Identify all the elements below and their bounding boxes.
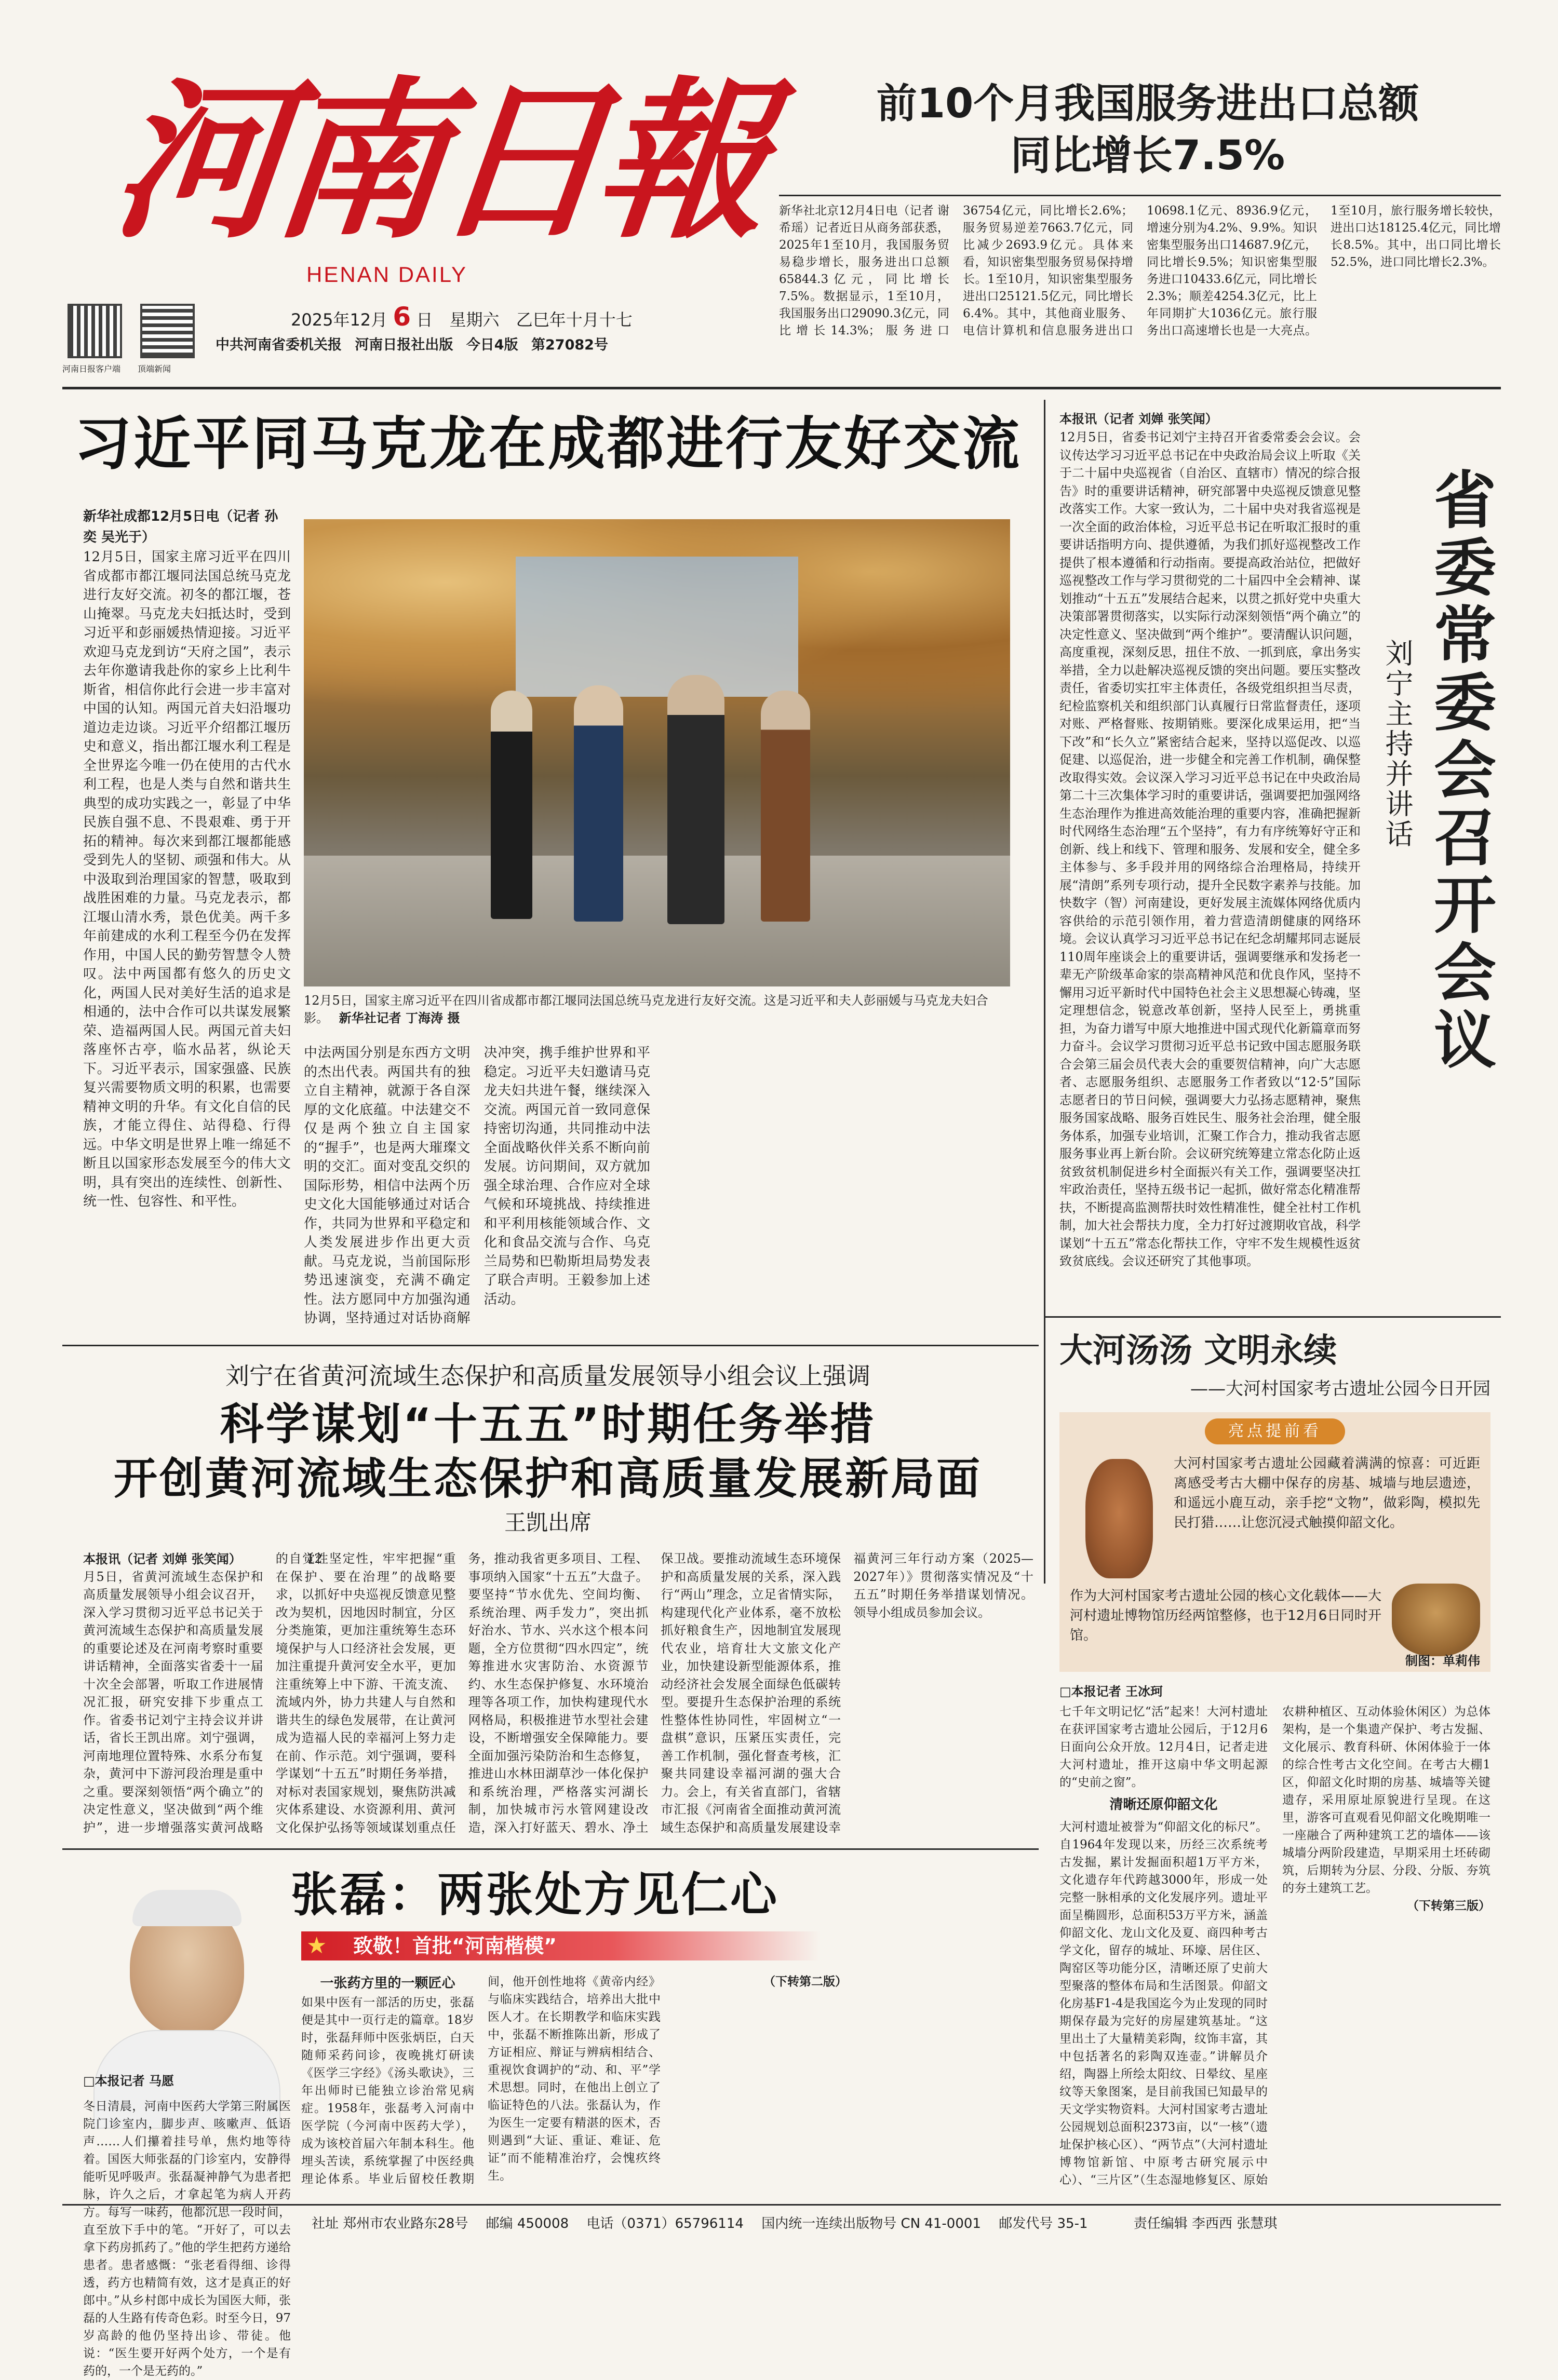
zhang-headline: 张磊：两张处方见仁心: [291, 1868, 779, 1922]
culture-text-1: 七千年文明记忆“活”起来！大河村遗址在获评国家考古遗址公园后，于12月6日面向公众开放。12月4日，记者走进大河村遗址，推开这扇中华文明起源的“史前之窗”。: [1059, 1705, 1268, 1789]
figure-person-1: [491, 691, 532, 919]
culture-subhead: 清晰还原仰韶文化: [1109, 1797, 1218, 1813]
yellow-river-kicker: 刘宁在省黄河流域生态保护和高质量发展领导小组会议上强调: [225, 1362, 870, 1390]
publisher-line: [216, 335, 787, 356]
weekday: 星期六: [449, 310, 500, 330]
masthead-bottom-rule: [62, 387, 1501, 389]
qr-code-app[interactable]: [68, 304, 122, 358]
publisher-2: 河南日报社出版: [355, 337, 453, 353]
figure-person-4: [761, 691, 810, 922]
culture-highlight-box: [1059, 1412, 1490, 1672]
lead-text-left: 12月5日，国家主席习近平在四川省成都市都江堰同法国总统马克龙进行友好交流。初冬的都江堰，苍山掩翠。马克龙夫妇抵达时，受到习近平和彭丽媛热情迎接。习近平欢迎马克龙到访“天府之国”，表示去年你邀请我赴你的家乡上比利牛斯省，相信你此行会进一步丰富对中国的认知。两国元首夫妇沿堰功道边走边谈。习近平介绍都江堰历史和意义，指出都江堰水利工程是全世界迄今唯一仍在使用的古代水利工程，也是人类与自然和谐共生典型的成功实践之一，彰显了中华民族自强不息、不畏艰难、勇于开拓的精神。每次来到都江堰都能感受到先人的坚韧、顽强和伟大。从中汲取到治理国家的智慧，吸取到战胜困难的力量。马克龙表示，都江堰山清水秀，景色优美。两千多年前建成的水利工程至今仍在发挥作用，中国人民的勤劳智慧令人赞叹。法中两国都有悠久的历史文化，两国人民对美好生活的追求是相通的，法中合作可以共谋发展繁荣、造福两国人民。两国元首夫妇落座怀古亭，临水品茗，纵论天下。习近平表示，国家强盛、民族复兴需要物质文明的积累，也需要精神文明的升华。有文化自信的民族，才能立得住、站得稳、行得远。中华文明是世界上唯一绵延不断且以国家形态发展至今的伟大文明，具有突出的连续性、创新性、统一性、包容性、和平性。: [83, 549, 291, 1209]
committee-byline: 本报讯（记者 刘婵 张笑闻）: [1059, 412, 1218, 426]
top-story-headline-1: 前10个月我国服务进出口总额: [876, 80, 1419, 127]
lead-photo-caption: [304, 992, 1010, 1038]
pottery-cup-icon: [1392, 1584, 1480, 1656]
lead-body-bottom: [304, 1044, 1010, 1337]
footer-cn: 国内统一连续出版物号 CN 41-0001: [761, 2216, 981, 2232]
zhang-banner: [301, 1931, 821, 1960]
masthead-subtitle: HENAN DAILY: [306, 262, 467, 287]
footer-phone: 电话（0371）65796114: [586, 2216, 744, 2232]
zhang-portrait: [83, 1879, 291, 2129]
date-day: 6: [393, 302, 411, 332]
top-story-rule: [779, 195, 1501, 196]
culture-subheadline: ——大河村国家考古遗址公园今日开园: [1190, 1378, 1490, 1399]
lead-byline: 新华社成都12月5日电（记者 孙奕 吴光于）: [83, 509, 278, 545]
culture-headline: 大河汤汤 文明永续: [1059, 1332, 1337, 1370]
date-year-month: 2025年12月: [291, 310, 388, 330]
date-day-suffix: 日: [416, 310, 433, 330]
zhang-banner-text: 致敬！首批“河南楷模”: [353, 1935, 557, 1957]
top-story-headline-2: 同比增长7.5%: [1010, 132, 1285, 179]
lead-text-bottom: 中法两国分别是东西方文明的杰出代表。两国共有的独立自主精神，就源于各自深厚的文化底蕴。中法建交不仅是两个独立自主国家的“握手”，也是两大璀璨文明的交汇。面对变乱交织的国际形势，相信中法两个历史文化大国能够通过对话合作，共同为世界和平稳定和人类发展进步作出更大贡献。马克龙说，当前国际形势迅速演变，充满不确定性。法方愿同中方加强沟通协调，坚持通过对话协商解决冲突，携手维护世界和平稳定。习近平夫妇邀请马克龙夫妇共进午餐，继续深入交流。两国元首一致同意保持密切沟通，共同推动中法全面战略伙伴关系不断向前发展。访问期间，双方就加强全球治理、合作应对全球气候和环境挑战、持续推进和平利用核能领域合作、文化和食品交流与合作、乌克兰局势和巴勒斯坦局势发表了联合声明。王毅参加上述活动。: [304, 1045, 650, 1326]
top-story-body: [779, 202, 1501, 350]
yellow-river-headline-1: 科学谋划“十五五”时期任务举措: [220, 1399, 876, 1450]
yellow-river-byline: 本报讯（记者 刘婵 张笑闻）: [83, 1552, 241, 1566]
zhang-continued: （下转第二版）: [763, 1975, 847, 1989]
lead-body-left: [83, 548, 291, 1337]
zhang-text-1-start: 冬日清晨，河南中医药大学第三附属医院门诊室内，脚步声、咳嗽声、低语声……人们攥着挂号单，焦灼地等待着。国医大师张磊的门诊室内，安静得能听见呼吸声。张磊凝神静气为患者把脉，许久之后，才拿起笔为病人开药方。每写一味药，他都沉思一段时间，直至放下手中的笔。“开好了，可以去拿下药房抓药了。”他的学生把药方递给患者。患者感慨：“张老看得细、诊得透，药方也精简有效，这才是真正的好郎中。”从乡村郎中成长为国医大师，张磊的人生路有传奇色彩。时至今日，97岁高龄的他仍坚持出诊、带徒。他说：“医生要开好两个处方，一个是有药的，一个是无药的。”: [83, 2100, 291, 2378]
zhang-subhead: 一张药方里的一颗匠心: [320, 1976, 455, 1991]
star-icon: ★: [306, 1932, 327, 1959]
lead-photo: [304, 519, 1010, 986]
footer-editor: 责任编辑 李西西 张慧琪: [1133, 2216, 1278, 2232]
footer-postcode: 邮编 450008: [486, 2216, 569, 2232]
qr-label-app: 河南日报客户端: [62, 364, 121, 374]
yellow-river-body: [83, 1550, 1033, 1841]
publisher: 中共河南省委机关报: [216, 337, 342, 353]
column-divider: [1044, 400, 1045, 1584]
masthead-title: 河南日報: [103, 60, 769, 262]
zhang-top-rule: [62, 1848, 1039, 1850]
pottery-jar-icon: [1070, 1459, 1168, 1578]
yellow-river-text: 12月5日，省黄河流域生态保护和高质量发展领导小组会议召开，深入学习贯彻习近平总书记关于黄河流域生态保护和高质量发展的重要论述及在河南考察时重要讲话精神，全面落实省委十一届十次全会部署，听取工作进展情况汇报，研究安排下步重点工作。省委书记刘宁主持会议并讲话，省长王凯出席。刘宁强调，河南地理位置特殊、水系分布复杂，黄河中下游河段治理是重中之重。要深刻领悟“两个确立”的决定性意义，坚决做到“两个维护”，进一步增强落实黄河战略的自觉性坚定性，牢牢把握“重在保护、要在治理”的战略要求，以抓好中央巡视反馈意见整改为契机，因地因时制宜，分区分类施策，更加注重统筹生态环境保护与人口经济社会发展，更加注重提升黄河安全水平，更加注重统筹上中下游、干流支流、流域内外，协力共建人与自然和谐共生的绿色发展带，在让黄河成为造福人民的幸福河上努力走在前、作示范。刘宁强调，要科学谋划“十五五”时期任务举措，对标对表国家规划，聚焦防洪减灾体系建设、水资源利用、黄河文化保护弘扬等领域谋划重点任务，推动我省更多项目、工程、事项纳入国家“十五五”大盘子。要坚持“节水优先、空间均衡、系统治理、两手发力”，突出抓好治水、节水、兴水这个根本问题，全方位贯彻“四水四定”，统筹推进水灾害防治、水资源节约、水生态保护修复、水环境治理等各项工作，加快构建现代水网格局，积极推进节水型社会建设，不断增强安全保障能力。要全面加强污染防治和生态修复，推进山水林田湖草沙一体化保护和系统治理，严格落实河湖长制，加快城市污水管网建设改造，深入打好蓝天、碧水、净土保卫战。要推动流域生态环境保护和高质量发展的关系，深入践行“两山”理念，立足省情实际，构建现代化产业体系，毫不放松抓好粮食生产，因地制宜发展现代农业，培育壮大文旅文化产业，加快建设新型能源体系，推动经济社会发展全面绿色低碳转型。要提升生态保护治理的系统性整体性协同性，牢固树立“一盘棋”意识，压紧压实责任，完善工作机制，强化督查考核，汇聚共同建设幸福河湖的强大合力。会上，有关省直部门，省辖市汇报《河南省全面推动黄河流域生态保护和高质量发展建设幸福黄河三年行动方案（2025—2027年）》贯彻落实情况及“十五五”时期任务举措谋划情况。领导小组成员参加会议。: [83, 1551, 1033, 1835]
qr-code-dingduan[interactable]: [140, 304, 195, 358]
zhang-text-2: 如果中医有一部活的历史，张磊便是其中一页行走的篇章。18岁时，张磊拜师中医张炳臣，白天随师采药问诊，夜晚挑灯研读《医学三字经》《汤头歌诀》，三年出师时已能独立诊治常见病症。1958年，张磊考入河南中医学院（今河南中医药大学），成为该校首届六年制本科生。他埋头苦读，系统掌握了中医经典理论体系。毕业后留校任教期间，他开创性地将《黄帝内经》与临床实践结合，培养出大批中医人才。在长期教学和临床实践中，张磊不断推陈出新，形成了方证相应、辩证与辨病相结合、重视饮食调护的“动、和、平”学术思想。同时，在他出上创立了临证特色的八法。张磊认为，作为医生一定要有精湛的医术，否则遇到“大证、重证、难证、危证”而不能精准治疗，会愧疚终生。: [301, 1975, 661, 2186]
committee-headline-vertical: 省委常委会召开会议: [1423, 467, 1496, 1075]
highlight-text-1: 大河村国家考古遗址公园藏着满满的惊喜：可近距离感受考古大棚中保存的房基、城墙与地层遗迹，和遥远小鹿互动，亲手挖“文物”，做彩陶，模拟先民打猎……让您沉浸式触摸仰韶文化。: [1174, 1456, 1480, 1531]
committee-body-top: [1059, 428, 1361, 1316]
culture-body: [1059, 1703, 1490, 2191]
zhang-body: [301, 1973, 1033, 2201]
yellow-river-headline-2: 开创黄河流域生态保护和高质量发展新局面: [113, 1453, 982, 1504]
figure-person-3: [667, 675, 724, 924]
qr-label-dingduan: 顶端新闻: [138, 364, 171, 374]
figure-person-2: [574, 685, 623, 922]
culture-byline: □本报记者 王冰珂: [1059, 1684, 1163, 1699]
culture-continued: （下转第三版）: [1407, 1899, 1490, 1913]
issue-number: 第27082号: [531, 337, 608, 353]
footer-address: 社址 郑州市农业路东28号: [312, 2216, 468, 2232]
committee-sub-vertical: 刘宁主持并讲话: [1381, 639, 1414, 849]
yellow-river-deck: 王凯出席: [504, 1510, 592, 1535]
footer: [312, 2211, 1501, 2237]
dateline: [291, 301, 758, 332]
zhang-byline: □本报记者 马愿: [83, 2074, 174, 2088]
photo-caption-text: 12月5日，国家主席习近平在四川省成都市都江堰同法国总统马克龙进行友好交流。这是习近平和夫人彭丽媛与马克龙夫妇合影。: [304, 993, 988, 1025]
highlight-text-2: 作为大河村国家考古遗址公园的核心文化载体——大河村遗址博物馆历经两馆整修，也于12月6日同时开馆。: [1070, 1588, 1381, 1643]
top-story-text: 新华社北京12月4日电（记者 谢希瑶）记者近日从商务部获悉，2025年1至10月，我国服务贸易稳步增长，服务进出口总额65844.3亿元，同比增长7.5%。数据显示，1至10月，我国服务出口29090.3亿元，同比增长14.3%；服务进口36754亿元，同比增长2.6%；服务贸易逆差7663.7亿元，同比减少2693.9亿元。具体来看，知识密集型服务贸易保持增长。1至10月，知识密集型服务进出口25121.5亿元，同比增长6.4%。其中，其他商业服务、电信计算机和信息服务进出口10698.1亿元、8936.9亿元，增速分别为4.2%、9.9%。知识密集型服务出口14687.9亿元，同比增长9.5%；知识密集型服务进口10433.6亿元，同比增长2.3%；顺差4254.3亿元，比上年同期扩大1036亿元。旅行服务出口高速增长也是一大亮点。1至10月，旅行服务增长较快，进出口达18125.4亿元，同比增长8.5%。其中，出口同比增长52.5%，进口同比增长2.3%。: [779, 204, 1501, 337]
page-count: 今日4版: [466, 337, 518, 353]
lunar-date: 乙巳年十月十七: [516, 310, 633, 330]
photo-credit: 新华社记者 丁海涛 摄: [339, 1010, 460, 1025]
committee-text: 12月5日，省委书记刘宁主持召开省委常委会会议。会议传达学习习近平总书记在中央政治局会议上听取《关于二十届中央巡视省（自治区、直辖市）情况的综合报告》时的重要讲话精神，研究部署中央巡视反馈意见整改落实工作。大家一致认为，二十届中央对我省巡视是一次全面的政治体检，习近平总书记在听取汇报时的重要讲话指明方向、提供遵循，为我们抓好巡视整改工作提供了根本遵循和行动指南。要提高政治站位，把做好巡视整改工作与学习贯彻党的二十届四中全会精神、谋划推动“十五五”发展结合起来，以贯之抓好党中央重大决策部署贯彻落实，以实际行动深刻领悟“两个确立”的决定性意义、坚决做到“两个维护”。要清醒认识问题，高度重视，深刻反思，扭住不放、一抓到底，拿出务实举措，全力以赴解决巡视反馈的突出问题。要压实整改责任，省委切实扛牢主体责任，各级党组织担当尽责，纪检监察机关和组织部门认真履行日常监督责任，逐项对账、严格督账、按期销账。要深化成果运用，把“当下改”和“长久立”紧密结合起来，坚持以巡促改、以巡促建、以巡促治，进一步健全和完善工作机制，确保整改取得实效。会议深入学习习近平总书记在中央政治局第二十三次集体学习时的重要讲话，强调要把加强网络生态治理作为推进高效能治理的重要内容，准确把握新时代网络生态治理“五个坚持”，有力有序统筹好守正和创新、线上和线下、管理和服务、发展和安全，健全多主体参与、多手段并用的网络综合治理格局，持续开展“清朗”系列专项行动，提升全民数字素养与技能。加快数字（智）河南建设，更好发展主流媒体网络优质内容供给的示范引领作用，着力营造清朗健康的网络环境。会议认真学习习近平总书记在纪念胡耀邦同志诞辰110周年座谈会上的重要讲话，强调要继承和发扬老一辈无产阶级革命家的崇高精神风范和优良作风，坚持不懈用习近平新时代中国特色社会主义思想凝心铸魂，坚定理想信念，锐意改革创新，坚持人民至上，勇挑重担，为奋力谱写中原大地推进中国式现代化新篇章而努力奋斗。会议学习贯彻习近平总书记致中国志愿服务联合会第三届会员代表大会的重要贺信精神，向广大志愿者、志愿服务组织、志愿服务工作者致以“12·5”国际志愿者日的节日问候，强调要大力弘扬志愿精神，聚焦服务国家战略、服务百姓民生、服务社会治理，健全服务体系，加强专业培训，汇聚工作合力，推动我省志愿服务事业再上新台阶。会议研究统筹建立常态化防止返贫致贫机制促进乡村全面振兴有关工作，强调要坚决扛牢政治责任，坚持五级书记一起抓，做好常态化精准帮扶，不断提高监测帮扶时效性精准性，健全社村工作机制，加大社会帮扶力度，全力打好过渡期收官战，科学谋划“十五五”常态化帮扶工作，守牢不发生规模性返贫致贫底线。会议还研究了其他事项。: [1059, 430, 1361, 1268]
culture-top-rule: [1044, 1316, 1501, 1318]
culture-photo-credit: 制图：单莉伟: [1405, 1654, 1480, 1668]
footer-mail-code: 邮发代号 35-1: [999, 2216, 1088, 2232]
yellow-river-top-rule: [62, 1345, 1039, 1346]
highlight-label: 亮点提前看: [1205, 1418, 1345, 1444]
zhang-body-left: [83, 2098, 291, 2378]
culture-text-2: 大河村遗址被誉为“仰韶文化的标尺”。自1964年发现以来，历经三次系统考古发掘，累计发掘面积超1万平方米，文化遗存年代跨越3000年，形成一处完整一脉相承的文化发展序列。遗址平面呈椭圆形，总面积53万平方米，涵盖仰韶文化、龙山文化及夏、商四种考古学文化，留存的城址、环壕、居住区、陶窑区等功能分区，清晰还原了史前大型聚落的整体布局和生活图景。仰韶文化房基F1-4是我国迄今为止发现的同时期保存最为完好的房屋建筑基址。“这里出土了大量精美彩陶，纹饰丰富，其中包括著名的彩陶双连壶。”讲解员介绍，陶器上所绘太阳纹、日晕纹、星座纹等天象图案，是目前我国已知最早的天文学实物资料。大河村国家考古遗址公园规划总面积2373亩，以“一核”（遗址保护核心区）、“两节点”（大河村遗址博物馆新馆、中原考古研究展示中心）、“三片区”（生态湿地修复区、原始农耕种植区、互动体验休闲区）为总体架构，是一个集遗产保护、考古发掘、文化展示、教育科研、休闲体验于一体的综合性考古文化空间。在考古大棚1区，仰韶文化时期的房基、城墙等关键遗存，采用原址原貌进行呈现。在这里，游客可直观看见仰韶文化晚期唯一一座融合了两种建筑工艺的墙体——该城墙分两阶段建造，早期采用土坯砖砌筑，后期转为分层、分段、分版、夯筑的夯土建筑工艺。: [1059, 1705, 1490, 2187]
footer-rule: [62, 2204, 1501, 2206]
lead-headline: 习近平同马克龙在成都进行友好交流: [74, 411, 1022, 477]
